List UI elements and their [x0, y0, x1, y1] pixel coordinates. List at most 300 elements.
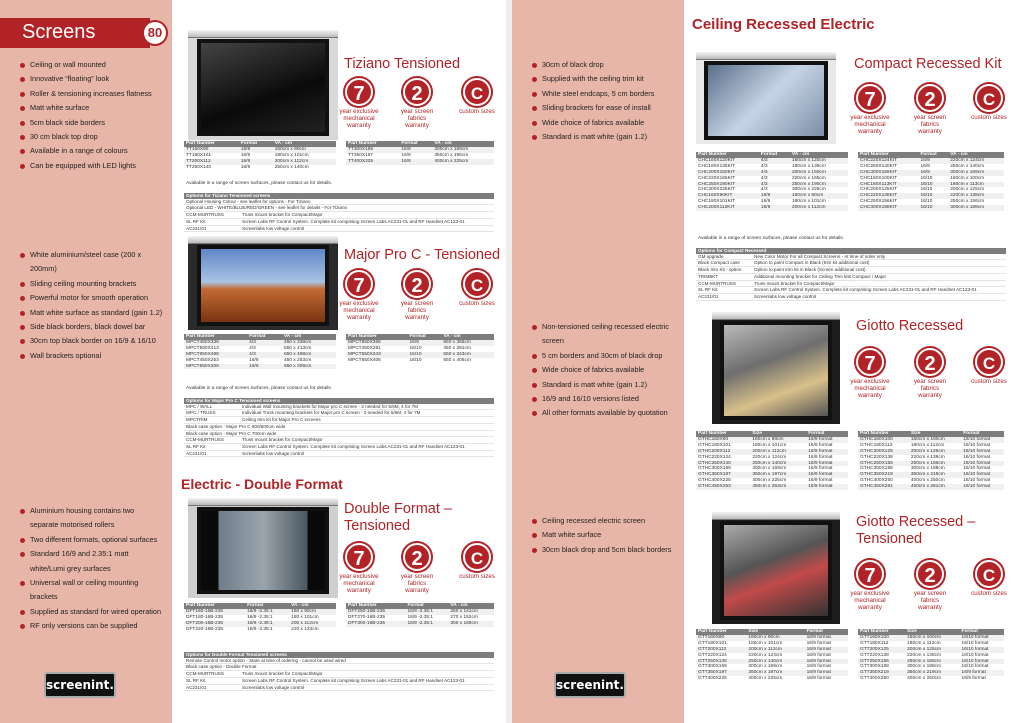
option-row	[696, 294, 1006, 301]
badge-label: custom sizes	[459, 573, 495, 580]
table-cell: 16/10 format	[963, 478, 991, 484]
table-cell: 300cm x 188cm	[948, 205, 1004, 211]
table-cell: GTHC300X188	[860, 466, 893, 472]
table-cell: 220 x 124cm	[291, 626, 319, 632]
option-code: MPC / WALL	[186, 403, 213, 409]
table-row	[696, 437, 848, 443]
feature-item: All other formats available by quotation	[530, 406, 680, 420]
table-cell: MPCT550X413	[186, 345, 219, 351]
table-cell: GTHC220X124	[698, 454, 731, 460]
table-cell: 16/10	[409, 345, 422, 351]
option-row	[696, 260, 1006, 267]
option-code: Black case option - Major Pro C 500/600cm wide	[186, 423, 286, 429]
table-cell: 160cm x 90cm	[273, 147, 336, 153]
table-cell: DFT160-16B-235	[184, 609, 245, 615]
compact-custom-badge	[969, 84, 1009, 121]
table-cell: 300cm x 169cm	[432, 147, 494, 153]
option-code: SL RF Kit	[698, 287, 718, 293]
table-cell: 300cm x 169cm	[752, 466, 787, 472]
table-row	[858, 443, 1004, 449]
badge-label: year screen fabrics warranty	[913, 590, 947, 612]
table-cell: 4/3	[759, 158, 790, 164]
table-cell: 16/9 -2.35:1	[245, 621, 289, 627]
table-cell: CHC300X225KIT	[698, 187, 736, 193]
table-cell: 200cm x 125cm	[909, 449, 961, 455]
giotto-tensioned-spec-table-left	[696, 629, 848, 682]
table-cell: 16/9	[239, 159, 273, 165]
option-description: Truss mount bracket for Compact/Major	[242, 212, 323, 218]
tiziano-product-image	[188, 30, 338, 140]
custom-c-icon: C	[975, 348, 1003, 376]
table-row	[184, 621, 336, 627]
option-row	[696, 267, 1006, 274]
option-code: Remote Control motor option - State at time of ordering - cannot be used wired	[186, 657, 346, 663]
table-cell: 16/10	[920, 199, 933, 205]
table-cell: 16/10	[408, 352, 442, 358]
custom-c-icon: C	[975, 560, 1003, 588]
table-cell: CHC200X150KIT	[696, 170, 759, 176]
table-cell: 450cm x 253cm	[750, 484, 806, 490]
table-cell: GTT350X197	[696, 670, 746, 676]
table-cell: CHC200X112KIT	[696, 205, 759, 211]
table-cell: CHC180X113KIT	[858, 182, 918, 188]
warranty-7-icon: 7	[345, 543, 373, 571]
option-code: Black trim Kit - option	[698, 267, 742, 273]
brand-logo: screenint.	[554, 672, 626, 698]
table-cell: 16/9 format	[808, 442, 833, 448]
table-cell: 16/9 format	[806, 664, 831, 670]
warranty-2-icon: 2	[916, 560, 944, 588]
table-cell: 180cm x 112cm	[910, 442, 945, 448]
column-header: Size	[905, 629, 959, 635]
option-description: Screen Labs RF Control System. Complete kit comprising Screen Labs AC231-01 and RF Handset AC123-01	[242, 218, 465, 224]
table-cell: 16/10 format	[963, 466, 991, 472]
double-features	[18, 504, 163, 634]
table-cell: 16/9	[918, 170, 948, 176]
table-cell: 16/10	[409, 357, 422, 363]
double-custom-badge	[457, 543, 497, 580]
badge-label: year screen fabrics warranty	[400, 108, 434, 130]
feature-item: 30 cm black top drop	[18, 130, 168, 144]
table-row	[858, 455, 1004, 461]
table-cell: 180cm x 101cm	[791, 199, 826, 205]
table-row	[346, 358, 494, 364]
column-header: Format	[245, 603, 289, 609]
table-cell: 350cm x 197cm	[750, 472, 806, 478]
double-product-image	[188, 498, 338, 598]
option-code: CCM-MURTRUSS	[186, 212, 224, 218]
table-cell: 250cm x 156cm	[909, 461, 961, 467]
feature-item: Matt white surface	[530, 528, 680, 542]
badge-label: custom sizes	[971, 114, 1007, 121]
table-cell: 250cm x 140cm	[274, 164, 309, 170]
option-code: SL RF Kit	[186, 443, 206, 449]
feature-item: Innovative “floating” look	[18, 72, 168, 86]
table-cell: GTHC200X112	[696, 449, 750, 455]
table-cell: GTHC450X281	[858, 484, 909, 490]
feature-item: Ceiling recessed electric screen	[530, 514, 680, 528]
table-cell: 400cm x 250cm	[910, 478, 945, 484]
table-cell: GTT200X125	[858, 647, 905, 653]
table-cell: 16/9 format	[805, 647, 848, 653]
table-row	[184, 165, 336, 171]
option-description: Option to paint Compact in Black (trim kit additional cost)	[754, 260, 870, 266]
table-cell: 300 x 169cm	[448, 621, 494, 627]
table-cell: GTT180X101	[698, 640, 727, 646]
compact-features	[530, 58, 680, 144]
giotto-tensioned-features	[530, 514, 680, 557]
giotto-fabric-badge	[910, 348, 950, 400]
table-row	[696, 653, 848, 659]
table-cell: 4/3	[760, 187, 768, 193]
feature-item: Ceiling or wall mounted	[18, 58, 168, 72]
table-cell: 16/9 format	[960, 670, 1004, 676]
major-options	[184, 398, 494, 457]
badge-label: custom sizes	[971, 378, 1007, 385]
table-cell: CHC250X190KIT	[696, 182, 759, 188]
table-cell: 16/9 format	[806, 437, 848, 443]
table-cell: 16/9 format	[805, 670, 848, 676]
table-cell: MPCT550X343	[346, 352, 408, 358]
table-cell: 16/9	[247, 364, 282, 370]
table-row	[696, 676, 848, 682]
table-cell: 180cm x 101cm	[274, 152, 309, 158]
column-header: Part Number	[346, 603, 405, 609]
badge-label: custom sizes	[459, 108, 495, 115]
table-cell: 16/10 format	[963, 442, 991, 448]
option-row	[184, 444, 494, 451]
table-row	[184, 609, 336, 615]
table-row	[858, 635, 1004, 641]
table-cell: 450 x 281cm	[443, 345, 471, 351]
table-row	[346, 159, 494, 165]
giotto-tensioned-custom-badge	[969, 560, 1009, 597]
table-cell: 16/9	[759, 193, 790, 199]
table-cell: 16/9	[399, 159, 432, 165]
double-spec-table-right	[346, 603, 494, 627]
table-cell: 16/9 format	[805, 659, 848, 665]
page-title: Screens	[0, 18, 150, 48]
table-cell: GTT300X188	[860, 664, 889, 670]
table-cell: 160cm x 120cm	[790, 158, 848, 164]
table-cell: 16/9 format	[805, 635, 848, 641]
feature-item: Wide choice of fabrics available	[530, 363, 680, 377]
warranty-2-icon: 2	[403, 78, 431, 106]
option-description: Truss mount bracket for Compact/Major	[754, 280, 835, 286]
section-heading-ceiling-recessed: Ceiling Recessed Electric	[692, 16, 875, 33]
table-row	[858, 437, 1004, 443]
table-cell: GTT350X219	[858, 670, 905, 676]
badge-label: year screen fabrics warranty	[400, 300, 434, 322]
option-code: TRIMBKT	[698, 273, 719, 279]
table-cell: DFT300-16B-235	[346, 621, 405, 627]
table-cell: GTT180X112	[860, 640, 889, 646]
table-cell: 180cm x 113cm	[948, 182, 1004, 188]
option-row	[184, 417, 494, 424]
table-cell: 16/10 format	[961, 652, 989, 658]
table-cell: 4/3	[249, 345, 256, 351]
column-header: Part Number	[696, 152, 759, 158]
table-cell: DFT270-16B-235	[348, 614, 386, 620]
feature-item: Side black borders, black dowel bar	[18, 320, 168, 334]
table-cell: MPCT650X366	[346, 340, 408, 346]
table-cell: 250cm x 156cm	[950, 199, 985, 205]
major-warranty-badge	[339, 270, 379, 322]
table-cell: 16/10 format	[961, 664, 989, 670]
compact-title: Compact Recessed Kit	[854, 56, 1002, 72]
warranty-7-icon: 7	[345, 78, 373, 106]
page-number: 80	[142, 20, 168, 46]
option-description: Individual Wall mounting brackets for Major pro C screen - 2 needed for 5/6M, 4 for 7M	[242, 403, 419, 409]
table-cell: CHC220X138KIT	[858, 193, 918, 199]
table-cell: 16/10	[920, 175, 933, 181]
table-cell: 16/9	[240, 164, 251, 170]
table-cell: 220cm x 124cm	[752, 454, 787, 460]
table-row	[696, 647, 848, 653]
badge-label: year exclusive mechanical warranty	[339, 300, 379, 322]
table-cell: MPCT650X488	[184, 352, 247, 358]
table-cell: 160cm x 100cm	[909, 437, 961, 443]
double-spec-table-left	[184, 603, 336, 633]
table-cell: 16/10 format	[963, 454, 991, 460]
option-row	[184, 404, 494, 411]
option-code: Optional Housing Colour - see leaflet for options - For Tiziano	[186, 198, 311, 204]
double-title: Double Format – Tensioned	[344, 501, 452, 534]
column-header: VA - cm	[790, 152, 848, 158]
major-spec-table-right	[346, 334, 494, 364]
compact-product-image	[696, 52, 836, 144]
table-cell: 16/9 format	[806, 449, 848, 455]
tiziano-warranty-badge	[339, 78, 379, 130]
option-row	[184, 437, 494, 444]
column-header: Format	[960, 629, 1004, 635]
feature-item: 16/9 and 16/10 versions listed	[530, 392, 680, 406]
table-cell: CHC160X120KIT	[696, 158, 759, 164]
table-row	[696, 484, 848, 490]
table-cell: MPCT450X253	[186, 357, 219, 363]
option-row	[184, 658, 494, 665]
table-cell: 16/9 -2.35:1	[247, 626, 273, 632]
table-cell: 250cm x 190cm	[790, 182, 848, 188]
option-row	[696, 281, 1006, 288]
giotto-product-image	[712, 312, 840, 424]
badge-label: custom sizes	[459, 300, 495, 307]
column-header: VA - cm	[441, 334, 494, 340]
feature-item: Wide choice of fabrics available	[530, 116, 680, 130]
table-cell: GTHC400X250	[860, 478, 893, 484]
table-cell: 16/10	[920, 187, 933, 193]
table-cell: MPCT550X309	[184, 364, 247, 370]
feature-item: Roller & tensioning increases flatness	[18, 87, 168, 101]
option-row	[184, 199, 494, 206]
table-cell: 180cm x 112cm	[907, 640, 941, 646]
option-code: AC231/01	[698, 293, 719, 299]
table-cell: 16/9	[249, 357, 259, 363]
column-header: Format	[961, 431, 1004, 437]
column-header: Format	[805, 629, 848, 635]
option-description: Screen Labs RF Control System. Complete kit comprising Screen Labs AC231-01 and RF Handset AC123-01	[754, 287, 977, 293]
table-cell: 200cm x 112cm	[746, 647, 804, 653]
table-row	[858, 653, 1004, 659]
column-header: Size	[909, 431, 961, 437]
option-description: Screen Labs RF Control System. Complete kit comprising Screen Labs AC231-01 and RF Handset AC123-01	[242, 443, 465, 449]
table-cell: 250cm x 140cm	[950, 163, 985, 169]
table-cell: CHC250X156KIT	[860, 199, 898, 205]
option-row	[184, 431, 494, 438]
table-cell: 400cm x 225cm	[432, 159, 494, 165]
option-row	[184, 678, 494, 685]
compact-spec-table-right	[858, 152, 1004, 211]
custom-c-icon: C	[463, 78, 491, 106]
warranty-7-icon: 7	[856, 560, 884, 588]
table-cell: GTHC450X253	[696, 484, 750, 490]
table-cell: GTHC250X140	[696, 461, 750, 467]
option-description: Individual Truss mounting brackets for Major pro C screen - 2 needed for 5/6M, 4 for 7M	[242, 410, 421, 416]
feature-item: Standard 16/9 and 2.35:1 matt white/Lumi grey surfaces	[18, 547, 163, 576]
feature-item: 30cm top black border on 16/9 & 16/10	[18, 334, 168, 348]
compact-options	[696, 248, 1006, 301]
giotto-tensioned-warranty-badge	[850, 560, 890, 612]
table-cell: 16/9 format	[806, 676, 831, 682]
table-cell: 220cm x 124cm	[748, 652, 783, 658]
table-cell: 200cm x 150cm	[790, 170, 848, 176]
table-cell: 16/10 format	[961, 640, 989, 646]
feature-item: Standard is matt white (gain 1.2)	[530, 378, 680, 392]
column-header: Format	[247, 334, 282, 340]
table-cell: 450 x 253cm	[283, 357, 312, 363]
option-code: Black Compact case	[698, 260, 740, 266]
option-code: AC231/01	[186, 225, 207, 231]
table-cell: TT180X101	[186, 152, 212, 158]
option-code: Black case option - Major Pro C 700cm wide	[186, 430, 277, 436]
table-cell: 16/10 format	[960, 659, 1004, 665]
table-cell: 450cm x 281cm	[909, 484, 961, 490]
warranty-2-icon: 2	[916, 84, 944, 112]
feature-item: Two different formats, optional surfaces	[18, 533, 163, 547]
badge-label: year exclusive mechanical warranty	[339, 108, 379, 130]
table-cell: 200cm x 112cm	[750, 449, 806, 455]
table-cell: TT350X197	[348, 152, 374, 158]
feature-item: Standard is matt white (gain 1.2)	[530, 130, 680, 144]
tiziano-options	[184, 193, 494, 232]
option-row	[184, 685, 494, 692]
feature-item: 5 cm borders and 30cm of black drop	[530, 349, 680, 363]
column-header: VA - cm	[273, 141, 336, 147]
table-cell: 16/9 -2.35:1	[405, 609, 448, 615]
major-spec-table-left	[184, 334, 336, 369]
table-cell: 250cm x 156cm	[905, 659, 959, 665]
option-code: CCM-MURTRUSS	[186, 437, 224, 443]
table-cell: GTT250X156	[858, 659, 905, 665]
table-cell: 4/3	[760, 175, 768, 181]
table-cell: 180cm x 135cm	[791, 163, 826, 169]
column-header: Part Number	[858, 152, 918, 158]
giotto-tensioned-spec-table-right	[858, 629, 1004, 682]
table-cell: 350cm x 219cm	[905, 670, 959, 676]
feature-item: Available in a range of colours	[18, 144, 168, 158]
feature-item: Sliding ceiling mounting brackets	[18, 277, 168, 291]
table-cell: 16/9 format	[806, 652, 831, 658]
column-header: Part Number	[346, 141, 399, 147]
table-cell: 200cm x 112cm	[273, 159, 336, 165]
table-row	[858, 647, 1004, 653]
table-row	[184, 364, 336, 370]
giotto-warranty-badge	[850, 348, 890, 400]
table-cell: 250 x 141cm	[448, 609, 494, 615]
column-header: Size	[746, 629, 804, 635]
option-row	[184, 205, 494, 212]
badge-label: year screen fabrics warranty	[913, 378, 947, 400]
table-cell: GTHC200X125	[858, 449, 909, 455]
table-cell: 250cm x 140cm	[750, 461, 806, 467]
column-header: Part Number	[184, 334, 247, 340]
table-cell: MPCT450X338	[184, 340, 247, 346]
table-row	[346, 621, 494, 627]
table-cell: 16/9	[760, 199, 771, 205]
table-cell: 400cm x 225cm	[752, 478, 787, 484]
table-cell: 300cm x 188cm	[910, 466, 945, 472]
table-cell: GTT250X140	[696, 659, 746, 665]
table-cell: 16/9 -2.35:1	[405, 621, 448, 627]
table-cell: GTT220X124	[698, 652, 727, 658]
badge-label: custom sizes	[971, 590, 1007, 597]
column-header: Size	[750, 431, 806, 437]
option-code: CCM-MURTRUSS	[698, 280, 736, 286]
table-cell: 650 x 488cm	[282, 352, 336, 358]
tiziano-fabric-badge	[397, 78, 437, 130]
table-cell: TT300X169	[346, 147, 399, 153]
table-cell: 16/10	[918, 205, 948, 211]
option-description: Screen Labs RF Control System. Complete kit comprising Screen Labs AC231-01 and RF Handset AC123-01	[242, 677, 465, 683]
table-cell: 16/9 -2.35:1	[407, 614, 434, 620]
table-cell: 16/10 format	[961, 449, 1004, 455]
option-description: Truss mount bracket for Compact/Major	[242, 437, 323, 443]
column-header: VA - cm	[948, 152, 1004, 158]
compact-fabric-badge	[910, 84, 950, 136]
table-cell: TT200X112	[184, 159, 239, 165]
option-description: Ceiling trim kit for Major Pro C screens	[242, 417, 321, 423]
table-cell: CHC220X165KIT	[698, 175, 736, 181]
table-cell: CHC220X124KIT	[858, 158, 918, 164]
table-cell: 16/9	[759, 205, 790, 211]
feature-item: Matt white surface as standard (gain 1.2)	[18, 306, 168, 320]
column-header: Format	[239, 141, 273, 147]
option-description: Truss mount bracket for Compact/Major	[242, 671, 323, 677]
table-cell: 300cm x 169cm	[748, 664, 783, 670]
table-cell: 16/10 format	[961, 437, 1004, 443]
table-cell: 300cm x 169cm	[948, 170, 1004, 176]
option-code: SL RF Kit	[186, 677, 206, 683]
option-description: Screenlabs low voltage control	[242, 450, 305, 456]
column-header: VA - cm	[282, 334, 336, 340]
table-cell: 160cm x 100cm	[905, 635, 959, 641]
feature-item: 30cm black drop and 5cm black borders	[530, 543, 680, 557]
table-cell: GTHC180X101	[698, 442, 731, 448]
table-cell: 220cm x 138cm	[948, 193, 1004, 199]
option-description: Screenlabs low voltage control	[242, 684, 305, 690]
feature-item: Supplied as standard for wired operation	[18, 605, 163, 619]
custom-c-icon: C	[463, 543, 491, 571]
options-heading: Options for Tiziano Tensioned screens	[184, 193, 494, 199]
custom-c-icon: C	[463, 270, 491, 298]
table-cell: 350cm x 197cm	[746, 670, 804, 676]
table-cell: TT160X90	[184, 147, 239, 153]
feature-item: Can be equipped with LED lights	[18, 159, 168, 173]
table-cell: CHC180X135KIT	[698, 163, 736, 169]
table-cell: 16/9 format	[806, 484, 848, 490]
option-row	[184, 410, 494, 417]
brand-logo: screenint.	[44, 672, 116, 698]
